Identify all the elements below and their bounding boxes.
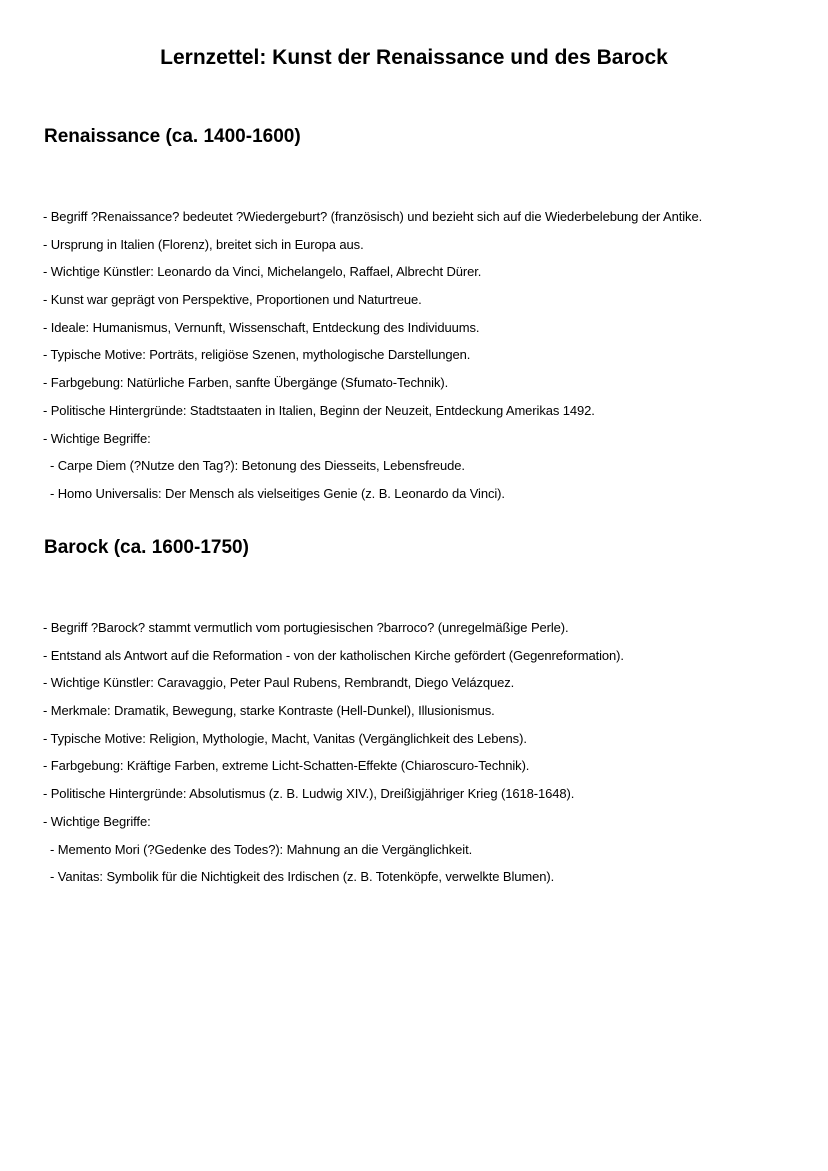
- list-subitem: - Carpe Diem (?Nutze den Tag?): Betonung des Diesseits, Lebensfreude.: [50, 458, 465, 474]
- list-subitem: - Memento Mori (?Gedenke des Todes?): Mahnung an die Vergänglichkeit.: [50, 841, 473, 857]
- list-item: - Kunst war geprägt von Perspektive, Proportionen und Naturtreue.: [43, 292, 422, 308]
- list-item: - Merkmale: Dramatik, Bewegung, starke Kontraste (Hell-Dunkel), Illusionismus.: [43, 703, 495, 719]
- list-subitem: - Homo Universalis: Der Mensch als vielseitiges Genie (z. B. Leonardo da Vinci).: [50, 485, 505, 501]
- list-item: - Politische Hintergründe: Absolutismus (z. B. Ludwig XIV.), Dreißigjähriger Krieg (1618-1648).: [43, 786, 575, 802]
- list-item: - Begriff ?Barock? stammt vermutlich vom portugiesischen ?barroco? (unregelmäßige Perle).: [43, 620, 569, 635]
- section-heading-renaissance: Renaissance (ca. 1400-1600): [44, 126, 301, 147]
- list-item: - Entstand als Antwort auf die Reformation - von der katholischen Kirche gefördert (Gegenreformation).: [43, 647, 624, 663]
- list-item: - Farbgebung: Kräftige Farben, extreme Licht-Schatten-Effekte (Chiaroscuro-Technik).: [43, 758, 530, 774]
- list-item: - Politische Hintergründe: Stadtstaaten in Italien, Beginn der Neuzeit, Entdeckung Amerikas 1492.: [43, 402, 595, 418]
- list-item: - Typische Motive: Religion, Mythologie, Macht, Vanitas (Vergänglichkeit des Lebens).: [43, 730, 527, 746]
- list-item: - Typische Motive: Porträts, religiöse Szenen, mythologische Darstellungen.: [43, 347, 471, 363]
- list-item: - Wichtige Begriffe:: [43, 430, 151, 446]
- barock-list: [43, 614, 624, 891]
- renaissance-list: [43, 203, 702, 508]
- list-item: - Wichtige Künstler: Caravaggio, Peter Paul Rubens, Rembrandt, Diego Velázquez.: [43, 675, 515, 691]
- list-item: - Wichtige Künstler: Leonardo da Vinci, Michelangelo, Raffael, Albrecht Dürer.: [43, 264, 482, 280]
- list-item: - Farbgebung: Natürliche Farben, sanfte Übergänge (Sfumato-Technik).: [43, 375, 449, 391]
- list-item: - Ideale: Humanismus, Vernunft, Wissenschaft, Entdeckung des Individuums.: [43, 319, 480, 335]
- list-subitem: - Vanitas: Symbolik für die Nichtigkeit des Irdischen (z. B. Totenköpfe, verwelkte Blumen).: [50, 869, 555, 885]
- list-item: - Wichtige Begriffe:: [43, 813, 151, 829]
- document-title: Lernzettel: Kunst der Renaissance und des Barock: [160, 46, 668, 69]
- list-item: - Begriff ?Renaissance? bedeutet ?Wiedergeburt? (französisch) und bezieht sich auf die Wiederbelebung der Antike.: [43, 209, 703, 224]
- list-item: - Ursprung in Italien (Florenz), breitet sich in Europa aus.: [43, 236, 364, 252]
- section-heading-barock: Barock (ca. 1600-1750): [44, 537, 249, 558]
